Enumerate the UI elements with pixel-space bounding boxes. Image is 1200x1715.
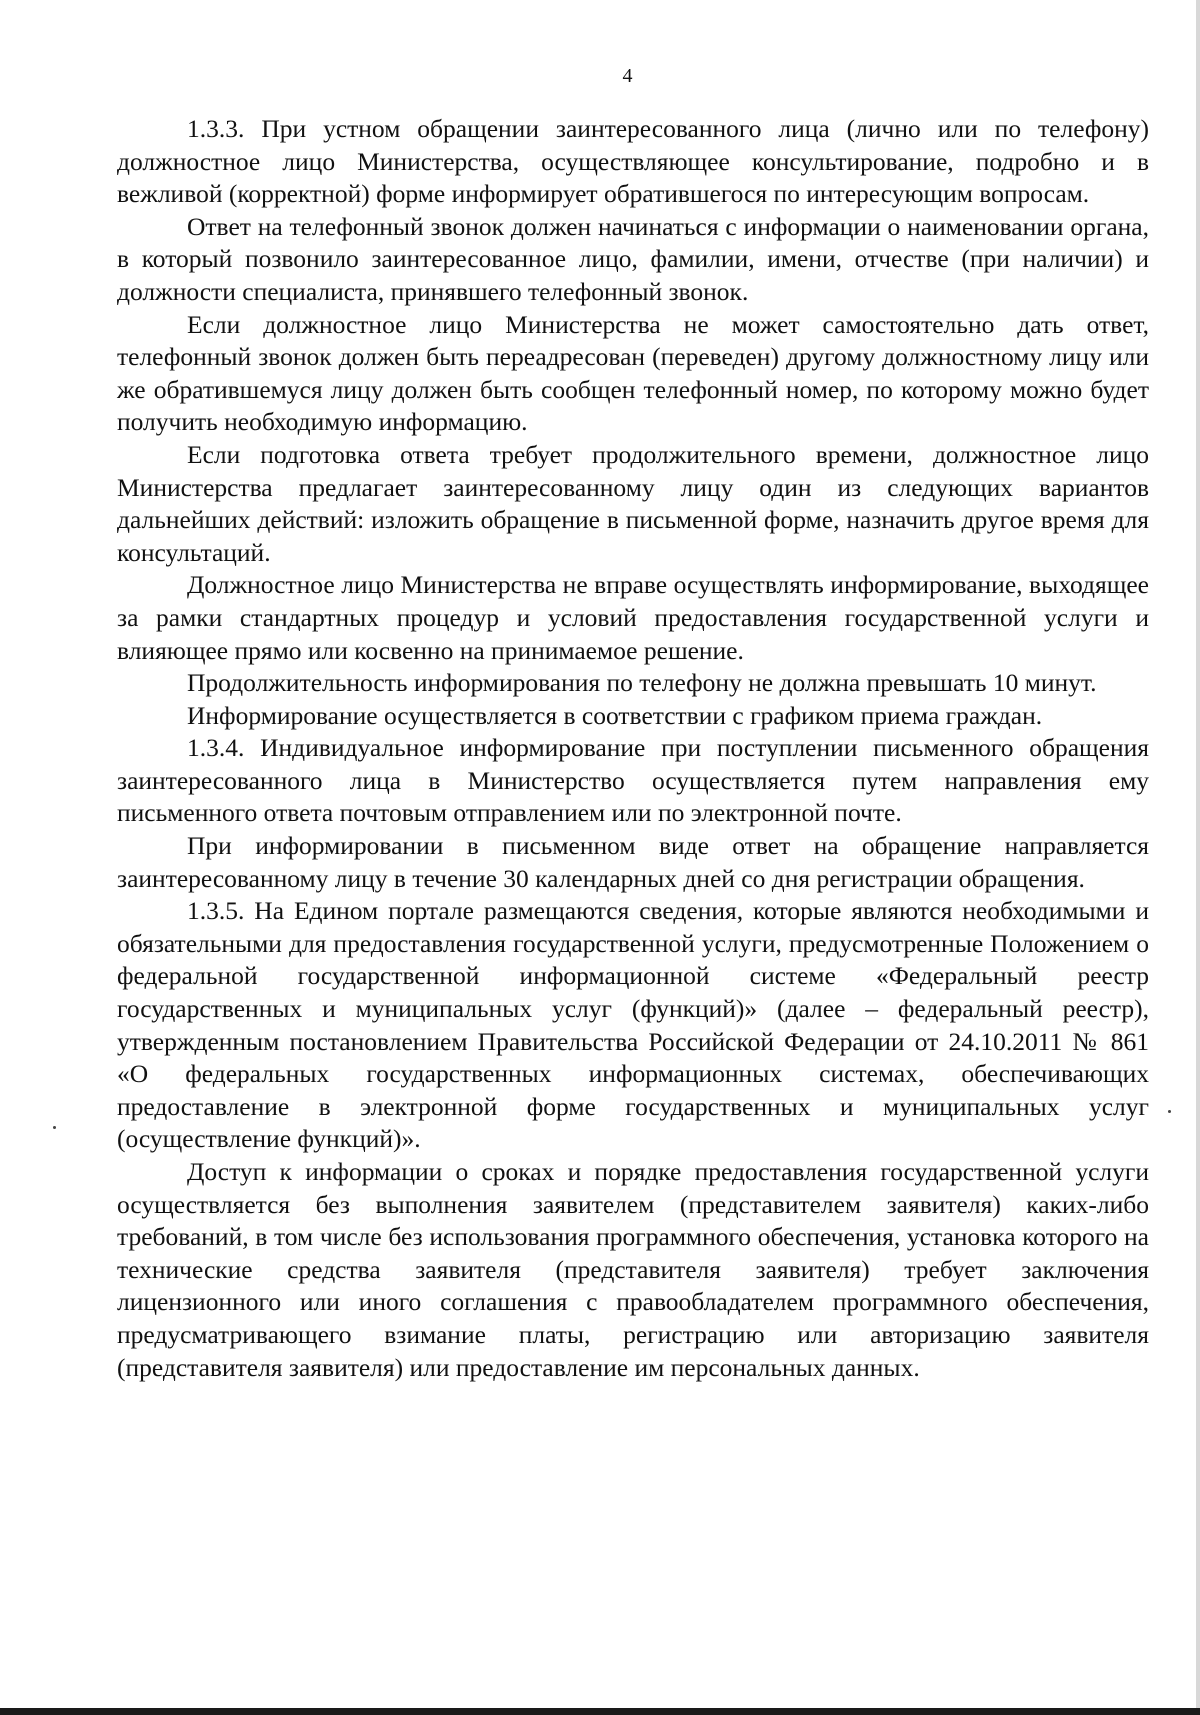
paragraph-no-outside-info: Должностное лицо Министерства не вправе осуществлять информирование, выходящее за рамки стандартных процедур и условий предоставления государственной услуги и влияющее прямо или косвенно на принимаемое решение.	[117, 570, 1149, 665]
paragraph-access: Доступ к информации о сроках и порядке предоставления государственной услуги осуществляется без выполнения заявителем (представителем заявителя) каких-либо требований, в том числе без использования программного обеспечения, установка которого на технические средства заявителя (представителя заявителя) требует заключения лицензионного или иного соглашения с правообладателем программного обеспечения, предусматривающего взимание платы, регистрацию или авторизацию заявителя (представителя заявителя) или предоставление им персональных данных.	[117, 1157, 1149, 1382]
paragraph-redirect-call: Если должностное лицо Министерства не может самостоятельно дать ответ, телефонный звонок должен быть переадресован (переведен) другому должностному лицу или же обратившемуся лицу должен быть сообщен телефонный номер, по которому можно будет получить необходимую информацию.	[117, 309, 1149, 437]
paragraph-written-reply: При информировании в письменном виде ответ на обращение направляется заинтересованному лицу в течение 30 календарных дней со дня регистрации обращения.	[117, 831, 1149, 893]
page-number: 4	[622, 65, 633, 87]
paragraph-phone-answer: Ответ на телефонный звонок должен начинаться с информации о наименовании органа, в который позвонило заинтересованное лицо, фамилии, имени, отчестве (при наличии) и должности специалиста, принявшего телефонный звонок.	[117, 211, 1149, 306]
document-body	[117, 113, 1149, 1384]
scan-bottom-edge	[0, 1708, 1200, 1715]
paragraph-long-answer: Если подготовка ответа требует продолжительного времени, должностное лицо Министерства предлагает заинтересованному лицу один из следующих вариантов дальнейших действий: изложить обращение в письменной форме, назначить другое время для консультаций.	[117, 439, 1149, 567]
scan-speck-left	[53, 1126, 56, 1129]
paragraph-schedule: Информирование осуществляется в соответствии с графиком приема граждан.	[187, 700, 1043, 730]
paragraph-1-3-3: 1.3.3. При устном обращении заинтересованного лица (лично или по телефону) должностное лицо Министерства, осуществляющее консультирование, подробно и в вежливой (корректной) форме информирует обратившегося по интересующим вопросам.	[117, 114, 1149, 209]
paragraph-1-3-4: 1.3.4. Индивидуальное информирование при поступлении письменного обращения заинтересованного лица в Министерство осуществляется путем направления ему письменного ответа почтовым отправлением или по электронной почте.	[117, 733, 1149, 828]
scan-right-edge	[1196, 0, 1200, 1715]
paragraph-1-3-5: 1.3.5. На Едином портале размещаются сведения, которые являются необходимыми и обязательными для предоставления государственной услуги, предусмотренные Положением о федеральной государственной информационной системе «Федеральный реестр государственных и муниципальных услуг (функций)» (далее – федеральный реестр), утвержденным постановлением Правительства Российской Федерации от 24.10.2011 № 861 «О федеральных государственных информационных системах, обеспечивающих предоставление в электронной форме государственных и муниципальных услуг (осуществление функций)».	[117, 896, 1149, 1154]
paragraph-duration: Продолжительность информирования по телефону не должна превышать 10 минут.	[187, 668, 1097, 698]
scan-speck-right	[1168, 1110, 1171, 1113]
